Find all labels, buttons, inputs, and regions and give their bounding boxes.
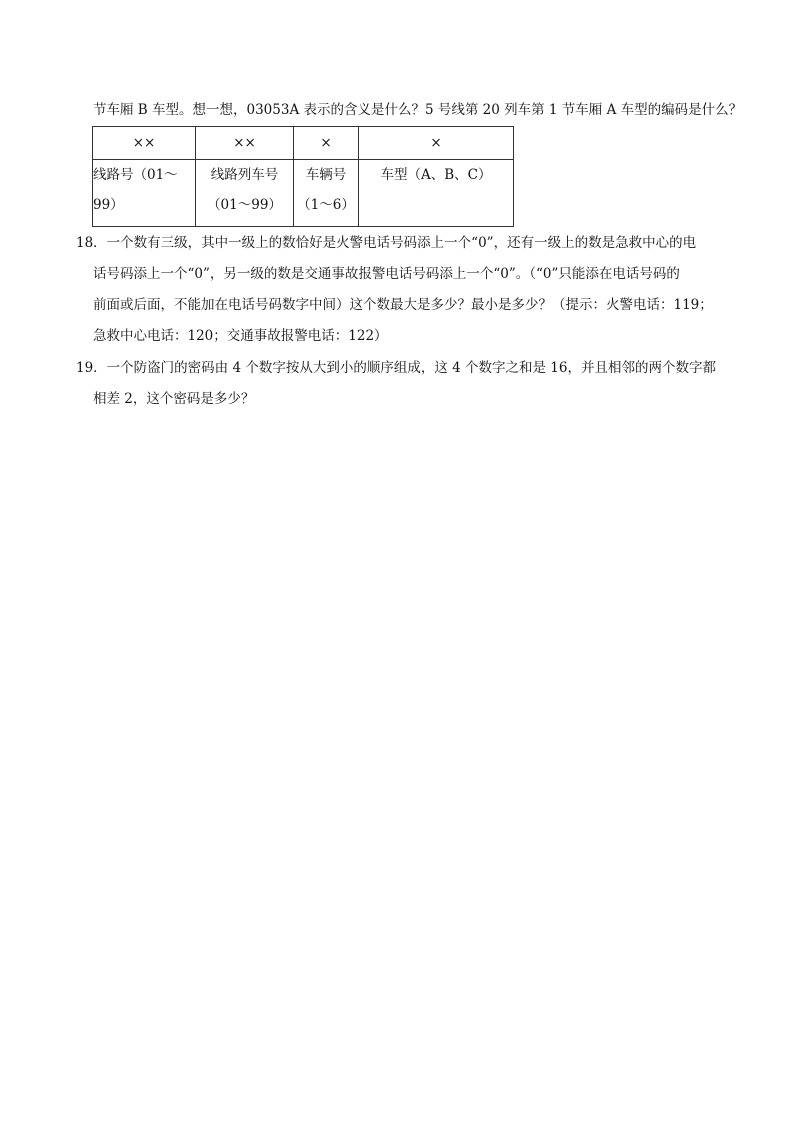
table-cell-car-number [294, 160, 359, 227]
question-19-line: 相差 2，这个密码是多少？ [93, 391, 255, 407]
question-18-line: 话号码添上一个“0”，另一级的数是交通事故报警电话号码添上一个“0”。（“0”只能添在电话号码的 [93, 266, 680, 282]
train-number-range: （01～99） [207, 197, 282, 213]
table-header-cell: ×× [196, 127, 294, 160]
question-17-continuation: 节车厢 B 车型。想一想，03053A 表示的含义是什么？5 号线第 20 列车第 1 节车厢 A 车型的编码是什么？ [93, 102, 743, 118]
line-number-label: 线路号（01～99） [93, 167, 178, 213]
table-header-row [93, 127, 514, 160]
table-cell-train-number [196, 160, 294, 227]
question-19-line: 19．一个防盗门的密码由 4 个数字按从大到小的顺序组成，这 4 个数字之和是 16，并且相邻的两个数字都 [76, 360, 716, 376]
car-number-label: 车辆号 [305, 167, 347, 183]
car-type-label: 车型（A、B、C） [380, 167, 492, 183]
table-header-cell: × [359, 127, 514, 160]
table-header-cell: × [294, 127, 359, 160]
question-18-line: 前面或后面，不能加在电话号码数字中间）这个数最大是多少？最小是多少？（提示：火警电话：119； [93, 297, 713, 313]
question-18-line: 急救中心电话：120；交通事故报警电话：122） [93, 328, 388, 344]
table-cell-line-number [93, 160, 196, 227]
table-header-cell: ×× [93, 127, 196, 160]
train-number-label: 线路列车号 [210, 167, 279, 183]
table-cell-car-type [359, 160, 514, 227]
train-code-table [92, 126, 514, 227]
table-row [93, 160, 514, 227]
question-18-line: 18．一个数有三级，其中一级上的数恰好是火警电话号码添上一个“0”，还有一级上的数是急救中心的电 [76, 235, 697, 251]
car-number-range: （1～6） [297, 197, 355, 213]
